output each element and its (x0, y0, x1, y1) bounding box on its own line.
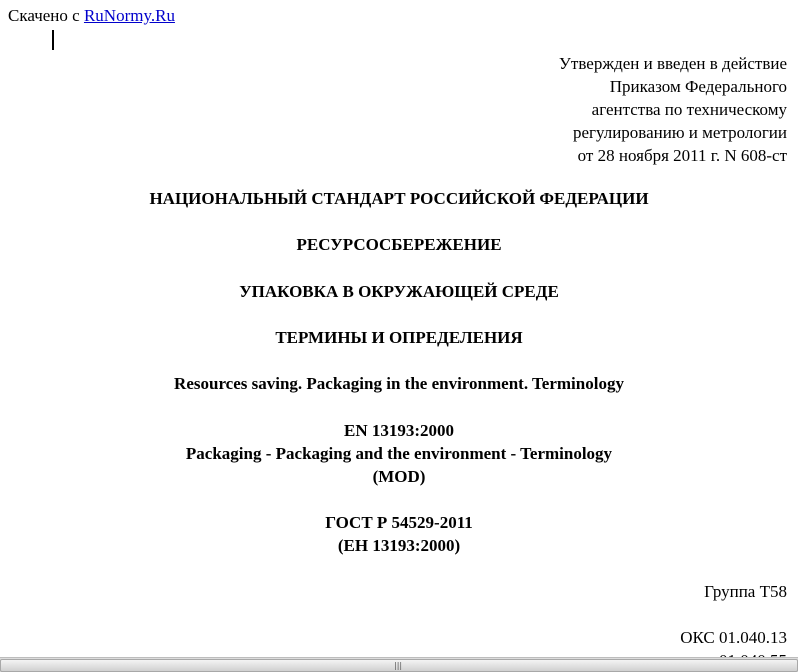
document-title-line-1: РЕСУРСОСБЕРЕЖЕНИЕ (296, 235, 502, 254)
horizontal-scrollbar-thumb[interactable] (0, 659, 798, 672)
approval-line: регулированию и метрологии (572, 123, 787, 142)
approval-line: от 28 ноября 2011 г. N 608-ст (577, 146, 787, 165)
download-source (8, 6, 175, 26)
approval-line: агентства по техническому (591, 100, 787, 119)
gost-code: ГОСТ Р 54529-2011 (325, 513, 473, 532)
document-title-line-2: УПАКОВКА В ОКРУЖАЮЩЕЙ СРЕДЕ (239, 282, 559, 301)
document-title-line-3: ТЕРМИНЫ И ОПРЕДЕЛЕНИЯ (275, 328, 523, 347)
classification-group: Группа Т58 (704, 582, 787, 601)
reference-standard-title: Packaging - Packaging and the environment - Terminology (185, 444, 613, 463)
standard-type-heading: НАЦИОНАЛЬНЫЙ СТАНДАРТ РОССИЙСКОЙ ФЕДЕРАЦИИ (149, 189, 649, 208)
approval-line: Приказом Федерального (609, 77, 787, 96)
scrollbar-grip-icon: ||| (394, 661, 403, 670)
gost-reference: (ЕН 13193:2000) (337, 536, 461, 555)
text-caret (52, 30, 54, 50)
reference-standard-code: EN 13193:2000 (343, 421, 455, 440)
oks-code-1: ОКС 01.040.13 (680, 628, 787, 647)
download-source-prefix: Скачено с (8, 6, 80, 25)
reference-standard-mod: (MOD) (372, 467, 426, 486)
document-title-english: Resources saving. Packaging in the environment. Terminology (174, 374, 624, 393)
approval-block (559, 52, 787, 167)
approval-line: Утвержден и введен в действие (558, 54, 787, 73)
download-source-link[interactable]: RuNormy.Ru (83, 6, 175, 25)
horizontal-scrollbar[interactable] (0, 657, 798, 672)
